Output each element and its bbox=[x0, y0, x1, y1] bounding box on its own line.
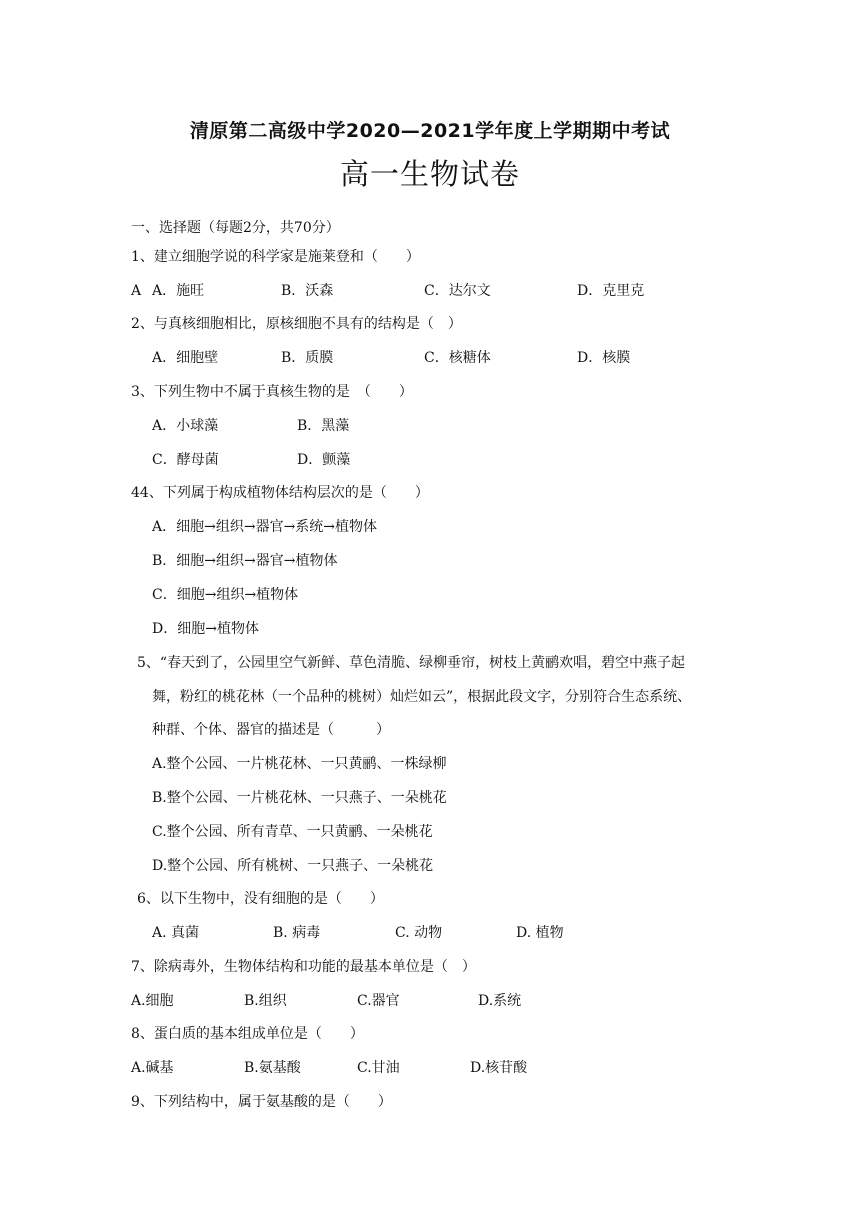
question-8-option-d: D.核苷酸 bbox=[470, 1060, 528, 1076]
question-6-option-a: A. 真菌 bbox=[152, 925, 200, 941]
question-7-option-c: C.器官 bbox=[357, 993, 400, 1009]
question-9-stem: 9、下列结构中，属于氨基酸的是（ ） bbox=[131, 1094, 392, 1110]
question-5-option-d: D.整个公园、所有桃树、一只燕子、一朵桃花 bbox=[152, 858, 434, 874]
question-2-option-c: C．核糖体 bbox=[424, 350, 491, 366]
question-2-option-d: D．核膜 bbox=[577, 350, 631, 366]
question-1-option-d: D．克里克 bbox=[577, 283, 645, 299]
question-6-option-c: C. 动物 bbox=[395, 925, 443, 941]
question-6-option-d: D. 植物 bbox=[516, 925, 564, 941]
question-4-option-a: A．细胞→组织→器官→系统→植物体 bbox=[152, 519, 378, 535]
question-1-option-c: C．达尔文 bbox=[424, 283, 491, 299]
question-5-stem-line-1: 5、“春天到了，公园里空气新鲜、草色清脆、绿柳垂帘，树枝上黄鹂欢唱，碧空中燕子起 bbox=[137, 655, 686, 671]
question-4-stem: 44、下列属于构成植物体结构层次的是（ ） bbox=[131, 485, 429, 501]
question-6-stem: 6、以下生物中，没有细胞的是（ ） bbox=[137, 891, 384, 907]
section-heading: 一、选择题（每题2分，共70分） bbox=[131, 220, 340, 236]
exam-title: 清原第二高级中学2020—2021学年度上学期期中考试 bbox=[189, 120, 671, 142]
question-3-stem: 3、下列生物中不属于真核生物的是 （ ） bbox=[131, 384, 413, 400]
question-6-option-b: B. 病毒 bbox=[273, 925, 321, 941]
question-3-option-d: D．颤藻 bbox=[297, 452, 351, 468]
question-8-option-b: B.氨基酸 bbox=[244, 1060, 301, 1076]
question-3-option-b: B．黑藻 bbox=[297, 418, 350, 434]
question-4-option-c: C．细胞→组织→植物体 bbox=[152, 587, 299, 603]
question-7-stem: 7、除病毒外，生物体结构和功能的最基本单位是（ ） bbox=[131, 959, 476, 975]
question-1-option-a: A．施旺 bbox=[152, 283, 205, 299]
question-7-option-b: B.组织 bbox=[244, 993, 287, 1009]
question-7-option-d: D.系统 bbox=[478, 993, 522, 1009]
question-8-option-c: C.甘油 bbox=[357, 1060, 400, 1076]
question-5-stem-line-3: 种群、个体、器官的描述是（ ） bbox=[152, 722, 390, 738]
question-1-prefix: A bbox=[131, 283, 142, 299]
subject-title: 高一生物试卷 bbox=[339, 157, 520, 191]
question-2-stem: 2、与真核细胞相比，原核细胞不具有的结构是（ ） bbox=[131, 316, 462, 332]
question-2-option-b: B．质膜 bbox=[281, 350, 334, 366]
question-5-option-c: C.整个公园、所有青草、一只黄鹂、一朵桃花 bbox=[152, 824, 433, 840]
question-3-option-c: C．酵母菌 bbox=[152, 452, 219, 468]
question-4-option-b: B．细胞→组织→器官→植物体 bbox=[152, 553, 338, 569]
question-4-option-d: D．细胞→植物体 bbox=[152, 621, 259, 637]
question-1-option-b: B．沃森 bbox=[281, 283, 334, 299]
question-8-option-a: A.碱基 bbox=[131, 1060, 174, 1076]
question-3-option-a: A．小球藻 bbox=[152, 418, 219, 434]
question-5-stem-line-2: 舞，粉红的桃花林（一个品种的桃树）灿烂如云”，根据此段文字，分别符合生态系统、 bbox=[152, 689, 692, 705]
question-5-option-a: A.整个公园、一片桃花林、一只黄鹂、一株绿柳 bbox=[152, 756, 447, 772]
question-7-option-a: A.细胞 bbox=[131, 993, 174, 1009]
question-1-stem: 1、建立细胞学说的科学家是施莱登和（ ） bbox=[131, 249, 420, 265]
question-8-stem: 8、蛋白质的基本组成单位是（ ） bbox=[131, 1026, 364, 1042]
question-2-option-a: A．细胞壁 bbox=[152, 350, 219, 366]
question-5-option-b: B.整个公园、一片桃花林、一只燕子、一朵桃花 bbox=[152, 790, 447, 806]
